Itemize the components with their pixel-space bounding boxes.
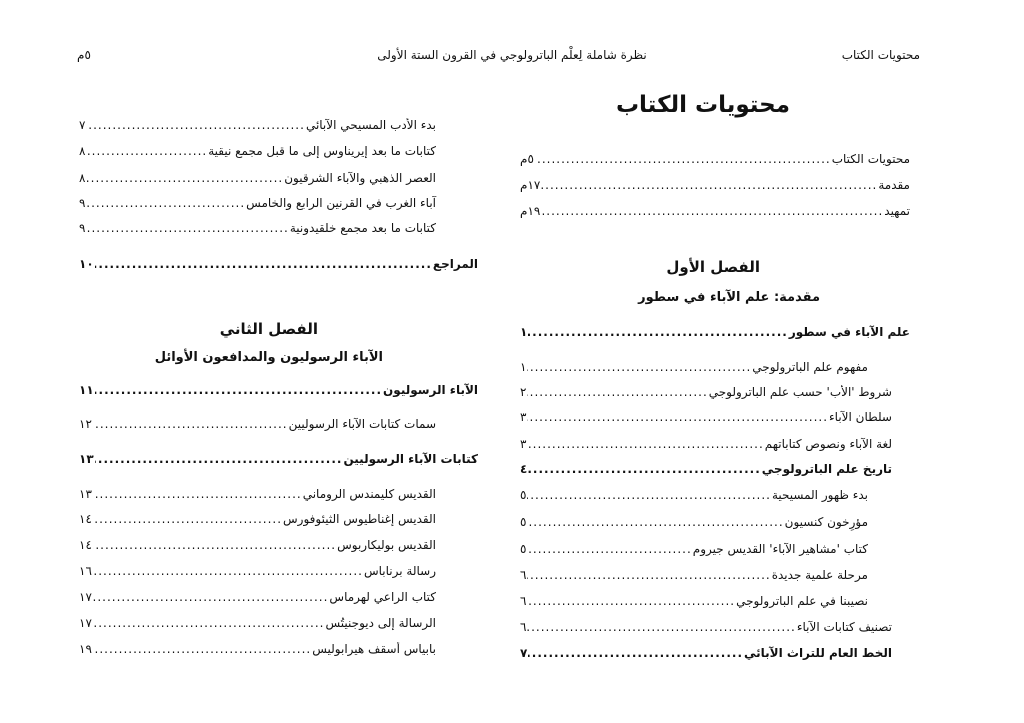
toc-entry-page: ١١ bbox=[79, 383, 94, 397]
toc-leader-dots bbox=[527, 410, 828, 424]
toc-entry-page: ٨ bbox=[79, 171, 86, 185]
toc-entry bbox=[79, 616, 478, 634]
toc-entry bbox=[520, 646, 910, 664]
toc-entry-label: شروط 'الأب' حسب علم الباترولوجي bbox=[708, 385, 892, 399]
toc-leader-dots bbox=[93, 417, 288, 431]
toc-entry bbox=[520, 204, 910, 222]
toc-leader-dots bbox=[528, 325, 788, 339]
toc-leader-dots bbox=[527, 488, 771, 502]
toc-entry bbox=[79, 590, 478, 608]
toc-entry-page: ٥م bbox=[520, 152, 534, 166]
toc-leader-dots bbox=[93, 590, 329, 604]
toc-leader-dots bbox=[93, 512, 282, 526]
toc-entry bbox=[79, 564, 478, 582]
toc-leader-dots bbox=[527, 515, 783, 529]
toc-entry bbox=[520, 178, 910, 196]
toc-entry-label: الخط العام للتراث الآبائي bbox=[744, 646, 892, 660]
toc-entry-label: لغة الآباء ونصوص كتاباتهم bbox=[764, 437, 892, 451]
toc-entry bbox=[79, 538, 478, 556]
toc-entry-label: كتاب الراعي لهرماس bbox=[329, 590, 436, 604]
toc-entry-page: ٦ bbox=[520, 620, 527, 634]
chapter-two-subtitle: الآباء الرسوليون والمدافعون الأوائل bbox=[154, 350, 383, 365]
toc-entry bbox=[520, 360, 910, 378]
toc-entry-label: علم الآباء في سطور bbox=[788, 325, 910, 339]
toc-entry bbox=[520, 325, 910, 343]
toc-leader-dots bbox=[86, 171, 283, 185]
header-book-title: نظرة شاملة لِعلْم الباترولوجي في القرون الستة الأولى bbox=[377, 48, 647, 62]
toc-leader-dots bbox=[93, 538, 336, 552]
toc-entry-label: كتابات ما بعد إيريناوس إلى ما قبل مجمع نيقية bbox=[208, 144, 436, 158]
toc-entry-label: القديس بوليكاربوس bbox=[337, 538, 436, 552]
toc-entry-page: ١٤ bbox=[79, 538, 92, 552]
toc-entry-page: ١٧ bbox=[79, 616, 92, 630]
toc-entry-label: مرحلة علمية جديدة bbox=[771, 568, 868, 582]
toc-right-column bbox=[520, 0, 910, 723]
toc-entry-label: الآباء الرسوليون bbox=[383, 383, 478, 397]
toc-entry-page: ١٠ bbox=[79, 257, 94, 271]
toc-leader-dots bbox=[527, 385, 707, 399]
toc-leader-dots bbox=[93, 564, 363, 578]
chapter-one-title: الفصل الأول bbox=[666, 258, 760, 276]
toc-entry-page: ١٩م bbox=[520, 204, 541, 218]
toc-entry-page: ١٦ bbox=[79, 564, 92, 578]
toc-entry-page: ١٧م bbox=[520, 178, 541, 192]
toc-entry bbox=[520, 594, 910, 612]
toc-leader-dots bbox=[93, 616, 325, 630]
toc-entry bbox=[79, 221, 478, 239]
toc-entry-label: محتويات الكتاب bbox=[831, 152, 910, 166]
toc-entry-page: ٥ bbox=[520, 515, 527, 529]
toc-leader-dots bbox=[527, 542, 691, 556]
toc-leader-dots bbox=[93, 487, 302, 501]
toc-entry bbox=[79, 257, 478, 275]
toc-entry-label: سمات كتابات الآباء الرسوليين bbox=[288, 417, 436, 431]
toc-entry-label: المراجع bbox=[432, 257, 478, 271]
chapter-two-title: الفصل الثاني bbox=[219, 320, 318, 338]
toc-entry-page: ٢ bbox=[520, 385, 527, 399]
toc-entry bbox=[79, 196, 478, 214]
toc-entry-page: ١٩ bbox=[79, 642, 92, 656]
toc-entry-label: بدء الأدب المسيحي الآبائي bbox=[305, 118, 436, 132]
toc-entry-label: القديس كليمندس الروماني bbox=[302, 487, 436, 501]
toc-entry-label: العصر الذهبي والآباء الشرقيون bbox=[284, 171, 436, 185]
toc-entry bbox=[79, 383, 478, 401]
toc-entry-page: ٩ bbox=[79, 221, 86, 235]
toc-entry-page: ١٣ bbox=[79, 452, 94, 466]
toc-leader-dots bbox=[86, 221, 288, 235]
toc-entry bbox=[79, 417, 478, 435]
page-title: محتويات الكتاب bbox=[615, 92, 790, 118]
toc-entry-label: تاريخ علم الباترولوجي bbox=[761, 462, 892, 476]
header-page-number: ٥م bbox=[77, 48, 91, 62]
toc-entry bbox=[79, 452, 478, 470]
toc-entry-page: ١٧ bbox=[79, 590, 92, 604]
toc-leader-dots bbox=[535, 152, 831, 166]
toc-entry bbox=[520, 437, 910, 455]
toc-entry-label: بابياس أسقف هيرابوليس bbox=[312, 642, 436, 656]
toc-entry-label: الرسالة إلى ديوجنيتُس bbox=[325, 616, 436, 630]
toc-entry bbox=[520, 620, 910, 638]
toc-entry bbox=[520, 568, 910, 586]
toc-entry-page: ١٢ bbox=[79, 417, 92, 431]
toc-entry-page: ١ bbox=[520, 360, 527, 374]
toc-leader-dots bbox=[527, 437, 763, 451]
toc-entry-label: مقدمة bbox=[878, 178, 910, 192]
toc-entry bbox=[520, 488, 910, 506]
toc-leader-dots bbox=[95, 452, 343, 466]
toc-entry-page: ٣ bbox=[520, 437, 527, 451]
toc-entry-page: ٣ bbox=[520, 410, 527, 424]
toc-entry-page: ١٣ bbox=[79, 487, 92, 501]
toc-entry-label: تمهيد bbox=[884, 204, 910, 218]
toc-entry bbox=[79, 642, 478, 660]
toc-entry bbox=[520, 410, 910, 428]
toc-leader-dots bbox=[95, 257, 432, 271]
header-section-title: محتويات الكتاب bbox=[841, 48, 920, 62]
toc-entry-label: كتابات الآباء الرسوليين bbox=[343, 452, 478, 466]
toc-entry-label: آباء الغرب في القرنين الرابع والخامس bbox=[246, 196, 436, 210]
toc-entry bbox=[79, 144, 478, 162]
toc-entry-page: ٧ bbox=[520, 646, 528, 660]
toc-entry-label: كتابات ما بعد مجمع خلقيدونية bbox=[289, 221, 436, 235]
toc-entry-page: ١ bbox=[520, 325, 528, 339]
toc-leader-dots bbox=[527, 594, 735, 608]
toc-entry-page: ٧ bbox=[79, 118, 86, 132]
toc-entry bbox=[79, 512, 478, 530]
toc-entry bbox=[79, 487, 478, 505]
toc-entry-label: نصيبنا في علم الباترولوجي bbox=[736, 594, 868, 608]
toc-entry-page: ٨ bbox=[79, 144, 86, 158]
toc-entry bbox=[79, 171, 478, 189]
toc-entry-label: كتاب 'مشاهير الآباء' القديس جيروم bbox=[692, 542, 868, 556]
toc-entry-page: ٦ bbox=[520, 594, 527, 608]
toc-entry bbox=[520, 542, 910, 560]
toc-leader-dots bbox=[86, 144, 207, 158]
toc-entry-label: القديس إغناطيوس الثيئوفورس bbox=[283, 512, 436, 526]
chapter-one-subtitle: مقدمة: علم الآباء في سطور bbox=[638, 290, 820, 305]
toc-entry-label: مؤرِخون كنسيون bbox=[784, 515, 868, 529]
toc-leader-dots bbox=[93, 642, 311, 656]
toc-entry-label: مفهوم علم الباترولوجي bbox=[752, 360, 868, 374]
toc-leader-dots bbox=[86, 118, 304, 132]
toc-leader-dots bbox=[541, 204, 883, 218]
toc-leader-dots bbox=[528, 462, 760, 476]
toc-entry-page: ٤ bbox=[520, 462, 528, 476]
toc-entry bbox=[520, 462, 910, 480]
toc-leader-dots bbox=[528, 646, 743, 660]
toc-entry bbox=[520, 152, 910, 170]
toc-entry-page: ١٤ bbox=[79, 512, 92, 526]
toc-entry-label: سلطان الآباء bbox=[829, 410, 892, 424]
toc-leader-dots bbox=[86, 196, 245, 210]
toc-entry-label: رسالة برناباس bbox=[363, 564, 436, 578]
toc-leader-dots bbox=[527, 568, 770, 582]
toc-leader-dots bbox=[527, 360, 751, 374]
toc-leader-dots bbox=[541, 178, 877, 192]
toc-leader-dots bbox=[95, 383, 382, 397]
toc-entry-page: ٩ bbox=[79, 196, 86, 210]
toc-left-column bbox=[79, 0, 478, 723]
toc-entry-label: تصنيف كتابات الآباء bbox=[796, 620, 892, 634]
toc-entry-page: ٦ bbox=[520, 568, 527, 582]
toc-entry bbox=[520, 385, 910, 403]
toc-entry-page: ٥ bbox=[520, 488, 527, 502]
toc-leader-dots bbox=[527, 620, 795, 634]
toc-entry bbox=[520, 515, 910, 533]
toc-entry bbox=[79, 118, 478, 136]
toc-entry-label: بدء ظهور المسيحية bbox=[771, 488, 868, 502]
toc-entry-page: ٥ bbox=[520, 542, 527, 556]
